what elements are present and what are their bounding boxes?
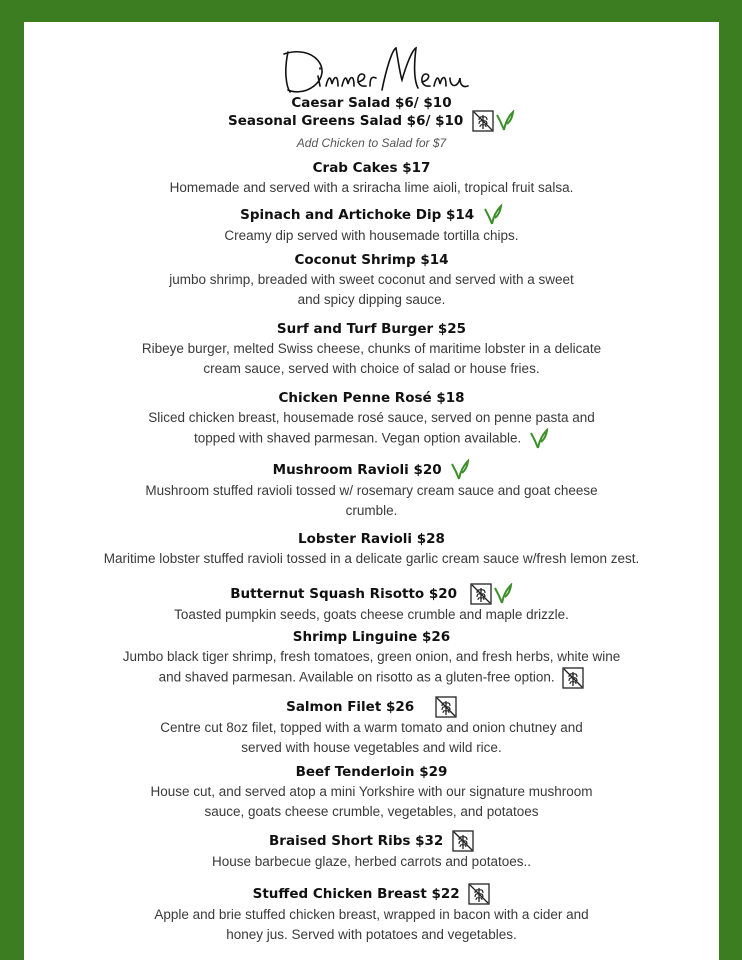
menu-item-braised-short-ribs xyxy=(24,830,719,872)
item-description: Maritime lobster stuffed ravioli tossed in a delicate garlic cream sauce w/fresh lemon zest. xyxy=(103,551,640,566)
item-description-line-1: Apple and brie stuffed chicken breast, wrapped in bacon with a cider and xyxy=(154,907,589,922)
salad-note xyxy=(24,134,719,152)
item-name: Seasonal Greens Salad $6/ $10 xyxy=(228,113,464,129)
menu-item-coconut-shrimp xyxy=(24,251,719,310)
item-name: Lobster Ravioli $28 xyxy=(298,531,445,547)
item-description-line-1: Sliced chicken breast, housemade rosé sauce, served on penne pasta and xyxy=(148,410,595,425)
item-description-line-2: sauce, goats cheese crumble, vegetables, and potatoes xyxy=(204,804,539,819)
vegetarian-leaf-icon xyxy=(493,583,513,605)
item-name: Stuffed Chicken Breast $22 xyxy=(252,886,460,902)
gluten-free-icon xyxy=(470,583,492,605)
gluten-free-icon xyxy=(452,830,474,852)
item-description-line-2: and spicy dipping sauce. xyxy=(297,292,446,307)
menu-item-chicken-penne xyxy=(24,389,719,450)
item-description-line-1: Ribeye burger, melted Swiss cheese, chunks of maritime lobster in a delicate xyxy=(141,341,602,356)
item-description-line-2: topped with shaved parmesan. Vegan option available. xyxy=(194,430,522,446)
menu-item-surf-and-turf xyxy=(24,320,719,379)
menu-item-spinach-dip xyxy=(24,204,719,246)
menu-item-stuffed-chicken xyxy=(24,883,719,945)
add-chicken-note: Add Chicken to Salad for $7 xyxy=(296,136,447,150)
item-name: Chicken Penne Rosé $18 xyxy=(278,390,465,406)
menu-item-crab-cakes xyxy=(24,159,719,198)
item-description: Creamy dip served with housemade tortilla chips. xyxy=(224,228,519,243)
gluten-free-icon xyxy=(435,696,457,718)
item-description-line-2: and shaved parmesan. Available on risotto as a gluten-free option. xyxy=(158,669,555,685)
item-description-line-2: honey jus. Served with potatoes and vegetables. xyxy=(226,927,517,942)
vegetarian-leaf-icon xyxy=(450,459,470,481)
menu-item-shrimp-linguine xyxy=(24,628,719,689)
item-description-line-2: cream sauce, served with choice of salad or house fries. xyxy=(203,361,540,376)
item-name: Braised Short Ribs $32 xyxy=(269,833,444,849)
menu-item-seasonal-greens xyxy=(24,110,719,132)
item-description-line-1: Mushroom stuffed ravioli tossed w/ rosemary cream sauce and goat cheese xyxy=(145,483,598,498)
item-name: Mushroom Ravioli $20 xyxy=(272,462,442,478)
item-name: Crab Cakes $17 xyxy=(312,160,431,176)
menu-item-salmon-filet xyxy=(24,696,719,758)
vegetarian-leaf-icon xyxy=(495,110,515,132)
item-description-line-1: House cut, and served atop a mini Yorkshire with our signature mushroom xyxy=(150,784,593,799)
item-description-line-2: served with house vegetables and wild rice. xyxy=(241,740,502,755)
item-description-line-1: Centre cut 8oz filet, topped with a warm tomato and onion chutney and xyxy=(160,720,583,735)
menu-item-butternut-risotto xyxy=(24,583,719,625)
item-description: House barbecue glaze, herbed carrots and potatoes.. xyxy=(212,854,531,869)
item-description-line-1: jumbo shrimp, breaded with sweet coconut and served with a sweet xyxy=(169,272,574,287)
item-description: Toasted pumpkin seeds, goats cheese crumble and maple drizzle. xyxy=(174,607,569,622)
item-name: Shrimp Linguine $26 xyxy=(292,629,451,645)
gluten-free-icon xyxy=(468,883,490,905)
vegetarian-leaf-icon xyxy=(529,428,549,450)
gluten-free-icon xyxy=(562,667,584,689)
item-name: Butternut Squash Risotto $20 xyxy=(230,586,458,602)
item-name: Caesar Salad $6/ $10 xyxy=(291,95,452,111)
item-name: Salmon Filet $26 xyxy=(286,699,415,715)
item-description-line-1: Jumbo black tiger shrimp, fresh tomatoes, green onion, and fresh herbs, white wine xyxy=(122,649,621,664)
item-name: Coconut Shrimp $14 xyxy=(294,252,449,268)
title-text xyxy=(24,40,719,41)
item-name: Beef Tenderloin $29 xyxy=(295,764,448,780)
gluten-free-icon xyxy=(472,110,494,132)
item-description: Homemade and served with a sriracha lime aioli, tropical fruit salsa. xyxy=(169,180,574,195)
menu-item-beef-tenderloin xyxy=(24,763,719,822)
menu-item-lobster-ravioli xyxy=(24,530,719,569)
menu-page xyxy=(24,22,719,960)
vegetarian-leaf-icon xyxy=(483,204,503,226)
menu-item-mushroom-ravioli xyxy=(24,459,719,521)
item-name: Surf and Turf Burger $25 xyxy=(276,321,467,337)
item-description-line-2: crumble. xyxy=(345,503,398,518)
item-name: Spinach and Artichoke Dip $14 xyxy=(240,207,475,223)
